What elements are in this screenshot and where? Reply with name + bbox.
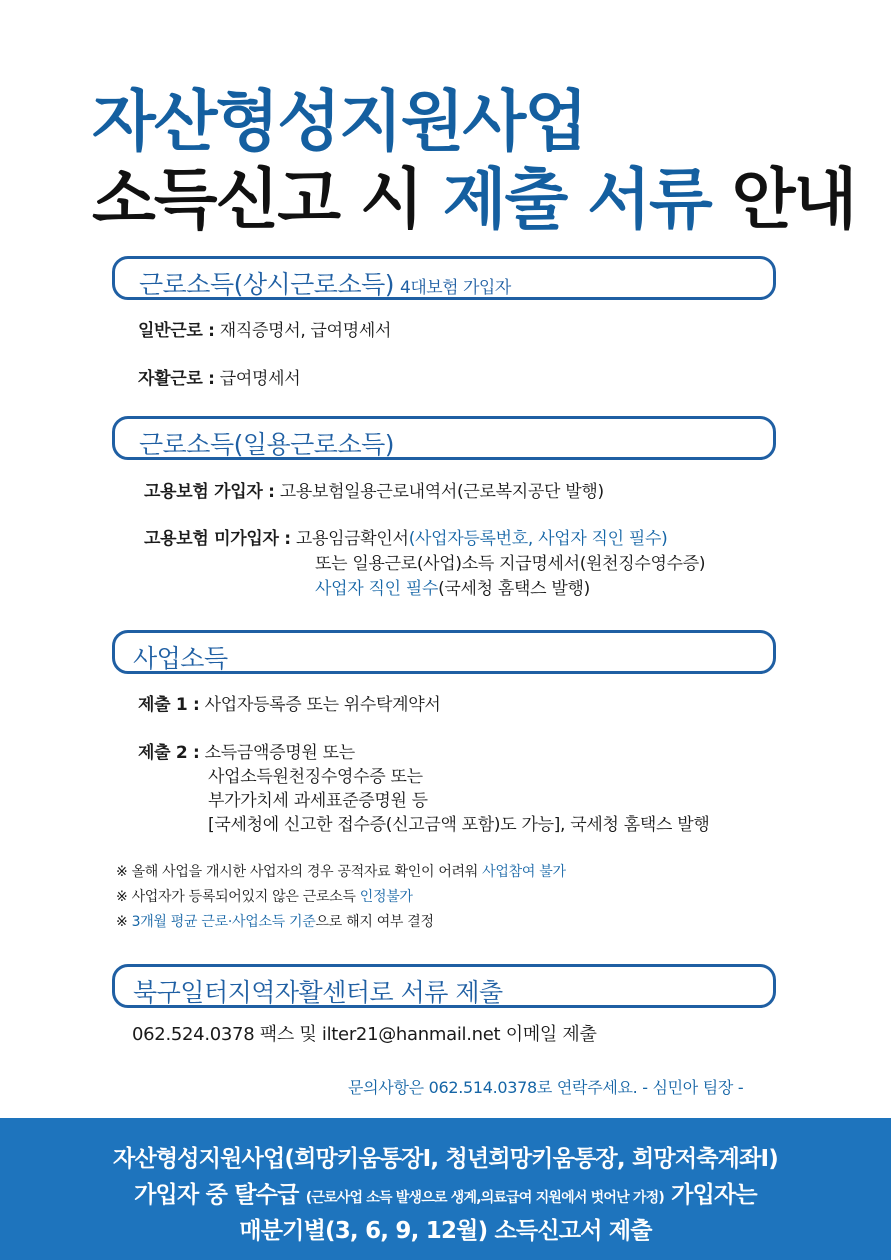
note-text: ※ 올해 사업을 개시한 사업자의 경우 공적자료 확인이 어려워 [116,864,483,880]
row-highlight: 사업자 직인 필수 [315,579,439,599]
row-label: 자활근로 : [138,369,215,389]
page-title-line1: 자산형성지원사업 [92,83,587,160]
row-text: (국세청 홈택스 발행) [438,579,590,599]
note-item [116,886,413,906]
inquiry-text: 문의사항은 062.514.0378로 연락주세요. - 심민아 팀장 - [348,1078,744,1097]
daily-row-insured [144,477,604,502]
note-item [116,861,566,881]
note-highlight: 3개월 평균 근로·사업소득 기준 [131,914,316,930]
footer-line2 [0,1176,891,1209]
row-text: 재직증명서, 급여명세서 [214,321,392,341]
submit-contact: 062.524.0378 팩스 및 ilter21@hanmail.net 이메일 제출 [132,1024,597,1045]
section-earned-title: 근로소득(상시근로소득) [139,270,395,299]
row-text: 고용보험일용근로내역서(근로복지공단 발행) [274,482,604,502]
footer-text: 가입자 중 탈수급 [134,1182,306,1208]
title-plain-c: 안내 [710,161,856,238]
section-business-income-header [112,630,776,674]
note-highlight: 인정불가 [359,889,413,905]
footer-small-text: (근로사업 소득 발생으로 생계,의료급여 지원에서 벗어난 가정) [305,1190,664,1206]
section-earned-income-header [112,256,776,300]
title-plain-a: 소득신고 시 [92,161,443,238]
business-row-submit2-line2: 사업소득원천징수영수증 또는 [208,767,423,787]
footer-line3: 매분기별(3, 6, 9, 12월) 소득신고서 제출 [239,1218,652,1244]
business-row-submit2 [138,738,355,763]
note-text: ※ [116,914,132,930]
row-highlight: (사업자등록번호, 사업자 직인 필수) [408,529,668,549]
earned-row-selfsupport [138,364,300,389]
section-earned-subtitle: 4대보험 가입자 [400,278,511,298]
row-label: 제출 2 : [138,743,200,763]
section-daily-title: 근로소득(일용근로소득) [139,430,395,459]
section-submit-title: 북구일터지역자활센터로 서류 제출 [133,978,503,1007]
footer-banner [0,1118,891,1260]
section-daily-income-header [112,416,776,460]
row-text: 사업자등록증 또는 위수탁계약서 [199,695,441,715]
daily-row-uninsured [144,524,667,549]
row-label: 일반근로 : [138,321,215,341]
row-label: 고용보험 미가입자 : [144,529,291,549]
business-row-submit1 [138,690,441,715]
row-label: 제출 1 : [138,695,200,715]
note-text: 으로 해지 여부 결정 [315,914,434,930]
page-title-line2 [92,146,855,241]
footer-line1: 자산형성지원사업(희망키움통장Ⅰ, 청년희망키움통장, 희망저축계좌Ⅰ) [113,1146,778,1172]
note-item [116,911,434,931]
note-highlight: 사업참여 불가 [482,864,566,880]
footer-text: 가입자는 [663,1182,757,1208]
row-text: 급여명세서 [214,369,301,389]
row-label: 고용보험 가입자 : [144,482,275,502]
row-text: 소득금액증명원 또는 [199,743,355,763]
note-text: ※ 사업자가 등록되어있지 않은 근로소득 [116,889,360,905]
business-row-submit2-line4: [국세청에 신고한 접수증(신고금액 포함)도 가능], 국세청 홈택스 발행 [208,815,710,835]
business-row-submit2-line3: 부가가치세 과세표준증명원 등 [208,791,428,811]
title-highlight: 제출 서류 [442,161,711,238]
section-business-title: 사업소득 [133,644,228,673]
daily-row-uninsured-line3 [315,574,590,599]
row-text: 고용임금확인서 [290,529,409,549]
section-submit-header [112,964,776,1008]
earned-row-general [138,316,391,341]
daily-row-uninsured-line2: 또는 일용근로(사업)소득 지급명세서(원천징수영수증) [315,554,706,574]
